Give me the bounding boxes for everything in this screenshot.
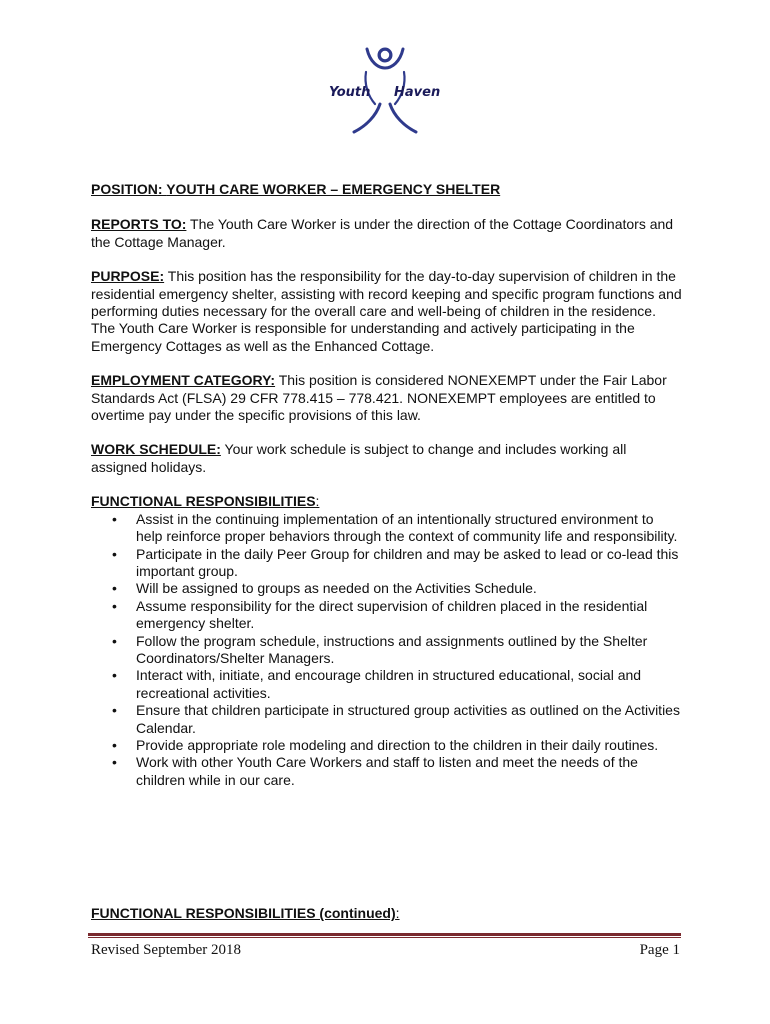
employment-category-label: EMPLOYMENT CATEGORY: xyxy=(91,372,276,389)
employment-category-text: This position is considered NONEXEMPT under the Fair Labor Standards Act (FLSA) 29 CFR 778.415 – 778.421. NONEXEMPT employees are entitled to overtime pay under the specific provisions of this law. xyxy=(91,372,667,424)
footer-revision-date: Revised September 2018 xyxy=(91,942,241,958)
functional-responsibilities-heading: FUNCTIONAL RESPONSIBILITIES: xyxy=(91,493,320,510)
list-item: • Interact with, initiate, and encourage children in structured educational, social and recreational activities. xyxy=(112,667,642,701)
reports-to-section xyxy=(91,216,683,251)
reports-to-label: REPORTS TO: xyxy=(91,216,187,233)
bullet-icon: • xyxy=(112,736,117,753)
list-item: • Follow the program schedule, instructions and assignments outlined by the Shelter Coordinators/Shelter Managers. xyxy=(112,632,648,666)
reports-to-text: The Youth Care Worker is under the direction of the Cottage Coordinators and the Cottage Manager. xyxy=(91,216,674,250)
position-title: YOUTH CARE WORKER – EMERGENCY SHELTER xyxy=(166,181,501,197)
purpose-text: This position has the responsibility for the day-to-day supervision of children in the residential emergency shelter, assisting with record keeping and specific program functions and performing duties necessary for the overall care and well-being of children in the residence. The Youth Care Worker is responsible for understanding and actively participating in the Emergency Cottages as well as the Enhanced Cottage. xyxy=(91,268,682,354)
youth-haven-logo xyxy=(318,44,452,136)
bullet-icon: • xyxy=(112,510,117,527)
bullet-icon: • xyxy=(112,702,117,719)
bullet-icon: • xyxy=(112,754,117,771)
list-item: • Assist in the continuing implementation of an intentionally structured environment to help reinforce proper behaviors through the context of community life and responsibility. xyxy=(112,510,678,545)
bullet-icon: • xyxy=(112,667,117,684)
purpose-label: PURPOSE: xyxy=(91,268,165,285)
position-separator: : xyxy=(157,181,167,197)
purpose-section xyxy=(91,268,683,355)
logo-word-youth: Youth xyxy=(329,85,371,100)
document-body xyxy=(91,181,683,789)
list-item: • Participate in the daily Peer Group for children and may be asked to lead or co-lead this important group. xyxy=(112,545,679,579)
work-schedule-text: Your work schedule is subject to change and includes working all assigned holidays. xyxy=(91,441,627,475)
position-label: POSITION xyxy=(91,181,158,197)
work-schedule-section xyxy=(91,441,683,476)
employment-category-section xyxy=(91,372,683,424)
bullet-icon: • xyxy=(112,597,117,614)
list-item: • Ensure that children participate in structured group activities as outlined on the Activities Calendar. xyxy=(112,702,680,736)
list-item: • Work with other Youth Care Workers and staff to listen and meet the needs of the children while in our care. xyxy=(112,754,638,788)
bullet-icon: • xyxy=(112,632,117,649)
bullet-icon: • xyxy=(112,545,117,562)
bullet-icon: • xyxy=(112,580,117,597)
footer-page-number: Page 1 xyxy=(639,942,680,958)
list-item: • Provide appropriate role modeling and direction to the children in their daily routines. xyxy=(112,736,659,753)
position-line xyxy=(91,181,683,198)
list-item: • Assume responsibility for the direct supervision of children placed in the residential emergency shelter. xyxy=(112,597,648,632)
footer-divider-thin xyxy=(88,937,681,938)
logo-word-haven: Haven xyxy=(394,85,441,100)
footer-divider xyxy=(88,933,681,936)
work-schedule-label: WORK SCHEDULE: xyxy=(91,441,221,458)
list-item: • Will be assigned to groups as needed on the Activities Schedule. xyxy=(112,580,537,597)
logo-figure-icon xyxy=(318,44,452,136)
functional-responsibilities-continued-heading: FUNCTIONAL RESPONSIBILITIES (continued): xyxy=(91,905,400,921)
responsibilities-list xyxy=(91,511,683,790)
